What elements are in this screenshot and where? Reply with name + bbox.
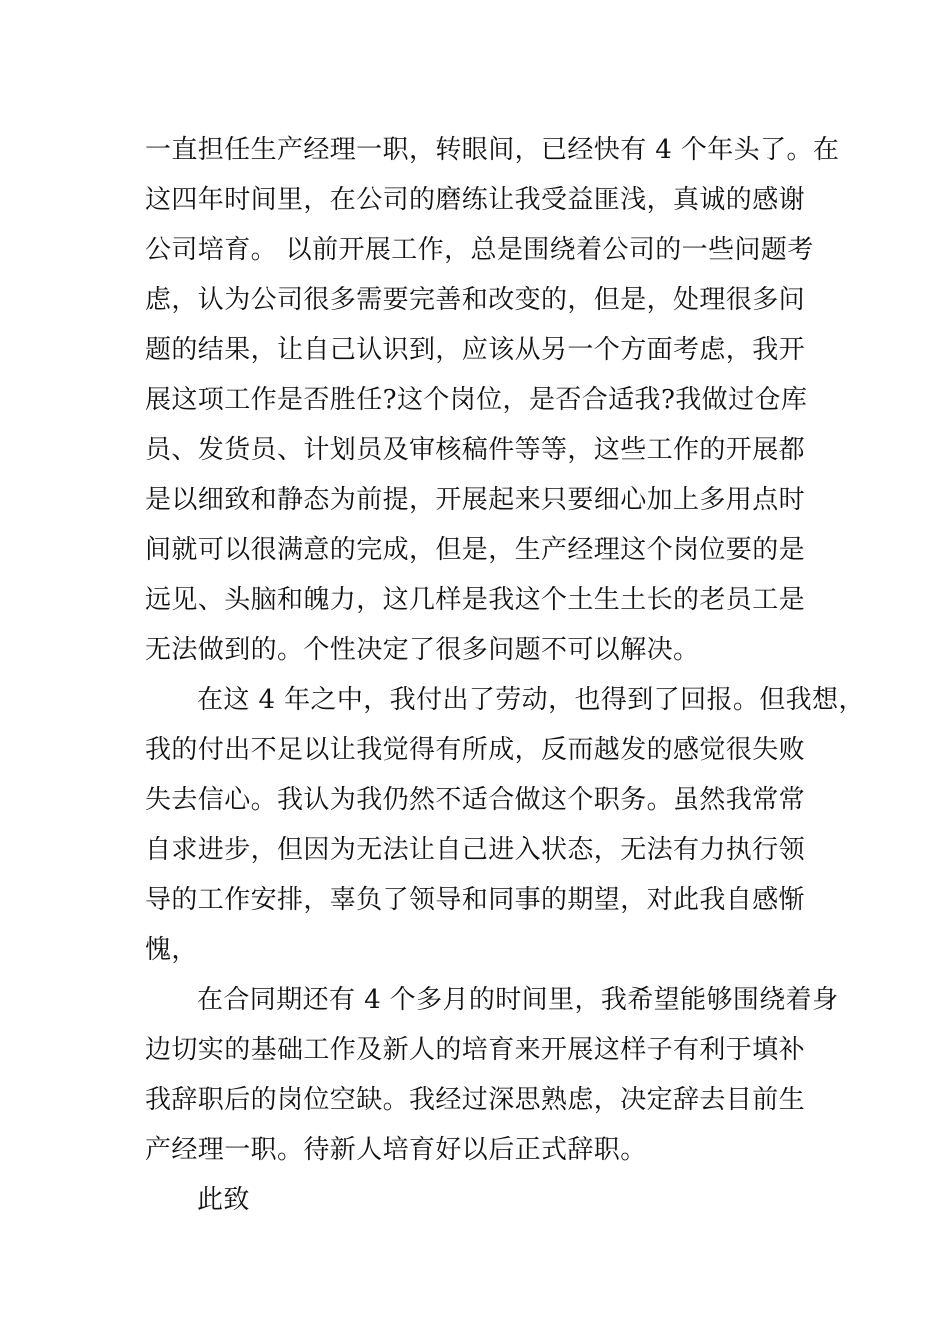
paragraph-3-line-1: 在合同期还有 4 个多月的时间里，我希望能够围绕着身 [197,985,839,1015]
paragraph-1-line-6: 展这项工作是否胜任?这个岗位，是否合适我?我做过仓库 [145,385,808,415]
paragraph-3-line-4: 产经理一职。待新人培育好以后正式辞职。 [145,1135,647,1165]
paragraph-2-line-2: 我的付出不足以让我觉得有所成，反而越发的感觉很失败 [145,735,806,765]
paragraph-2-line-3: 失去信心。我认为我仍然不适合做这个职务。虽然我常常 [145,785,806,815]
paragraph-1-line-4: 虑，认为公司很多需要完善和改变的，但是，处理很多问 [145,285,806,315]
paragraph-2-line-4: 自求进步，但因为无法让自己进入状态，无法有力执行领 [145,835,806,865]
paragraph-2-line-5: 导的工作安排，辜负了领导和同事的期望，对此我自感惭 [145,885,806,915]
paragraph-1-line-10: 远见、头脑和魄力，这几样是我这个土生土长的老员工是 [145,585,806,615]
closing-salutation: 此致 [197,1185,250,1215]
paragraph-2-line-6: 愧， [145,935,198,965]
paragraph-1-line-5: 题的结果，让自己认识到，应该从另一个方面考虑，我开 [145,335,806,365]
paragraph-1-line-2: 这四年时间里，在公司的磨练让我受益匪浅，真诚的感谢 [145,185,806,215]
paragraph-2-line-1: 在这 4 年之中，我付出了劳动，也得到了回报。但我想， [197,685,865,715]
paragraph-1-line-11: 无法做到的。个性决定了很多问题不可以解决。 [145,635,700,665]
paragraph-3-line-2: 边切实的基础工作及新人的培育来开展这样子有利于填补 [145,1035,806,1065]
paragraph-1-line-7: 员、发货员、计划员及审核稿件等等，这些工作的开展都 [145,435,806,465]
paragraph-1-line-3: 公司培育。 以前开展工作，总是围绕着公司的一些问题考 [145,235,814,265]
paragraph-1-line-8: 是以细致和静态为前提，开展起来只要细心加上多用点时 [145,485,806,515]
paragraph-1-line-9: 间就可以很满意的完成，但是，生产经理这个岗位要的是 [145,535,806,565]
paragraph-3-line-3: 我辞职后的岗位空缺。我经过深思熟虑，决定辞去目前生 [145,1085,806,1115]
paragraph-1-line-1: 一直担任生产经理一职，转眼间，已经快有 4 个年头了。在 [145,135,840,165]
